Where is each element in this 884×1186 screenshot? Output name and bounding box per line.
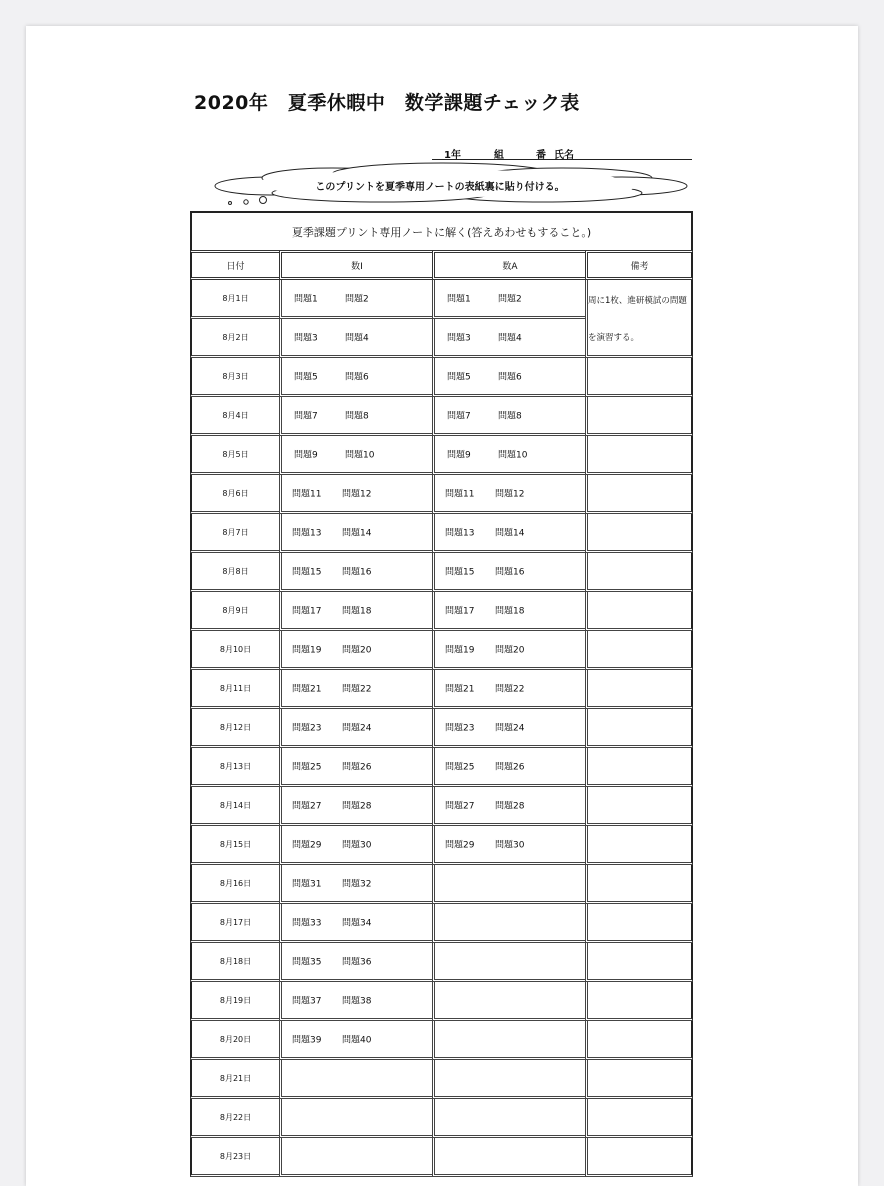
problem-label: 問題20 bbox=[342, 645, 372, 656]
remarks-cell bbox=[585, 358, 693, 397]
date-cell: 8月4日 bbox=[190, 397, 279, 436]
math1-cell bbox=[279, 319, 432, 358]
problem-label: 問題17 bbox=[445, 606, 475, 617]
date-cell: 8月9日 bbox=[190, 592, 279, 631]
matha-cell bbox=[432, 514, 585, 553]
math1-cell bbox=[279, 865, 432, 904]
page-title: 2020年 夏季休暇中 数学課題チェック表 bbox=[194, 92, 580, 114]
date-cell: 8月19日 bbox=[190, 982, 279, 1021]
remarks-cell bbox=[585, 943, 693, 982]
matha-cell bbox=[432, 904, 585, 943]
table-row bbox=[190, 670, 693, 709]
column-header-matha: 数A bbox=[432, 250, 585, 280]
problem-label: 問題30 bbox=[495, 840, 525, 851]
table-row bbox=[190, 709, 693, 748]
matha-cell bbox=[432, 1099, 585, 1138]
problem-label: 問題32 bbox=[342, 879, 372, 890]
table-row bbox=[190, 397, 693, 436]
date-cell: 8月10日 bbox=[190, 631, 279, 670]
math1-cell bbox=[279, 1021, 432, 1060]
date-cell: 8月5日 bbox=[190, 436, 279, 475]
problem-label: 問題23 bbox=[292, 723, 322, 734]
problem-label: 問題19 bbox=[445, 645, 475, 656]
matha-cell bbox=[432, 1021, 585, 1060]
table-row bbox=[190, 553, 693, 592]
problem-label: 問題18 bbox=[495, 606, 525, 617]
date-cell: 8月21日 bbox=[190, 1060, 279, 1099]
math1-cell bbox=[279, 982, 432, 1021]
math1-cell bbox=[279, 553, 432, 592]
remarks-cell bbox=[585, 670, 693, 709]
matha-cell bbox=[432, 280, 585, 319]
math1-cell bbox=[279, 1099, 432, 1138]
problem-label: 問題7 bbox=[447, 411, 471, 422]
problem-label: 問題22 bbox=[495, 684, 525, 695]
matha-cell bbox=[432, 670, 585, 709]
problem-label: 問題28 bbox=[342, 801, 372, 812]
problem-label: 問題6 bbox=[498, 372, 522, 383]
problem-label: 問題5 bbox=[447, 372, 471, 383]
number-label: 番 bbox=[536, 150, 546, 161]
table-row bbox=[190, 514, 693, 553]
matha-cell bbox=[432, 709, 585, 748]
problem-label: 問題2 bbox=[345, 294, 369, 305]
problem-label: 問題1 bbox=[447, 294, 471, 305]
problem-label: 問題10 bbox=[345, 450, 375, 461]
date-cell: 8月18日 bbox=[190, 943, 279, 982]
math1-cell bbox=[279, 1060, 432, 1099]
date-cell: 8月14日 bbox=[190, 787, 279, 826]
problem-label: 問題27 bbox=[292, 801, 322, 812]
remarks-cell bbox=[585, 904, 693, 943]
problem-label: 問題8 bbox=[345, 411, 369, 422]
date-cell: 8月16日 bbox=[190, 865, 279, 904]
remarks-cell bbox=[585, 826, 693, 865]
remarks-cell bbox=[585, 982, 693, 1021]
year-label: 1年 bbox=[444, 150, 461, 161]
table-row bbox=[190, 1099, 693, 1138]
matha-cell bbox=[432, 826, 585, 865]
problem-label: 問題20 bbox=[495, 645, 525, 656]
remarks-cell bbox=[585, 592, 693, 631]
cloud-note-text: このプリントを夏季専用ノートの表紙裏に貼り付ける。 bbox=[315, 182, 565, 193]
date-cell: 8月23日 bbox=[190, 1138, 279, 1177]
math1-cell bbox=[279, 592, 432, 631]
problem-label: 問題6 bbox=[345, 372, 369, 383]
matha-cell bbox=[432, 1060, 585, 1099]
matha-cell bbox=[432, 631, 585, 670]
remarks-cell bbox=[585, 1060, 693, 1099]
problem-label: 問題8 bbox=[498, 411, 522, 422]
remarks-cell bbox=[585, 436, 693, 475]
problem-label: 問題4 bbox=[345, 333, 369, 344]
date-cell: 8月13日 bbox=[190, 748, 279, 787]
problem-label: 問題11 bbox=[292, 489, 322, 500]
problem-label: 問題12 bbox=[342, 489, 372, 500]
matha-cell bbox=[432, 436, 585, 475]
matha-cell bbox=[432, 475, 585, 514]
table-row bbox=[190, 826, 693, 865]
problem-label: 問題27 bbox=[445, 801, 475, 812]
date-cell: 8月1日 bbox=[190, 280, 279, 319]
problem-label: 問題29 bbox=[445, 840, 475, 851]
problem-label: 問題25 bbox=[445, 762, 475, 773]
remarks-cell bbox=[585, 631, 693, 670]
problem-label: 問題40 bbox=[342, 1035, 372, 1046]
date-cell: 8月2日 bbox=[190, 319, 279, 358]
problem-label: 問題21 bbox=[445, 684, 475, 695]
table-row bbox=[190, 943, 693, 982]
math1-cell bbox=[279, 475, 432, 514]
problem-label: 問題11 bbox=[445, 489, 475, 500]
matha-cell bbox=[432, 982, 585, 1021]
class-label: 組 bbox=[494, 150, 504, 161]
math1-cell bbox=[279, 826, 432, 865]
date-cell: 8月6日 bbox=[190, 475, 279, 514]
math1-cell bbox=[279, 1138, 432, 1177]
problem-label: 問題3 bbox=[447, 333, 471, 344]
problem-label: 問題21 bbox=[292, 684, 322, 695]
matha-cell bbox=[432, 787, 585, 826]
problem-label: 問題26 bbox=[495, 762, 525, 773]
column-header-date: 日付 bbox=[190, 250, 279, 280]
problem-label: 問題39 bbox=[292, 1035, 322, 1046]
remarks-cell bbox=[585, 397, 693, 436]
table-row bbox=[190, 904, 693, 943]
math1-cell bbox=[279, 436, 432, 475]
problem-label: 問題24 bbox=[342, 723, 372, 734]
problem-label: 問題18 bbox=[342, 606, 372, 617]
table-row bbox=[190, 982, 693, 1021]
problem-label: 問題9 bbox=[294, 450, 318, 461]
math1-cell bbox=[279, 358, 432, 397]
problem-label: 問題14 bbox=[342, 528, 372, 539]
date-cell: 8月15日 bbox=[190, 826, 279, 865]
table-row bbox=[190, 358, 693, 397]
check-table bbox=[190, 211, 693, 1178]
remarks-cell bbox=[585, 280, 693, 319]
remarks-cell bbox=[585, 787, 693, 826]
math1-cell bbox=[279, 514, 432, 553]
column-header-math1: 数I bbox=[279, 250, 432, 280]
table-header: 夏季課題プリント専用ノートに解く(答えあわせもすること。) bbox=[190, 211, 693, 250]
problem-label: 問題33 bbox=[292, 918, 322, 929]
remarks-cell bbox=[585, 1099, 693, 1138]
math1-cell bbox=[279, 631, 432, 670]
table-row bbox=[190, 592, 693, 631]
problem-label: 問題13 bbox=[292, 528, 322, 539]
problem-label: 問題13 bbox=[445, 528, 475, 539]
problem-label: 問題15 bbox=[445, 567, 475, 578]
problem-label: 問題16 bbox=[342, 567, 372, 578]
math1-cell bbox=[279, 670, 432, 709]
problem-label: 問題36 bbox=[342, 957, 372, 968]
table-row bbox=[190, 1060, 693, 1099]
remarks-cell bbox=[585, 514, 693, 553]
problem-label: 問題10 bbox=[498, 450, 528, 461]
remarks-cell bbox=[585, 1021, 693, 1060]
date-cell: 8月3日 bbox=[190, 358, 279, 397]
table-row bbox=[190, 865, 693, 904]
matha-cell bbox=[432, 397, 585, 436]
problem-label: 問題5 bbox=[294, 372, 318, 383]
date-cell: 8月20日 bbox=[190, 1021, 279, 1060]
column-header-remarks: 備考 bbox=[585, 250, 693, 280]
math1-cell bbox=[279, 397, 432, 436]
date-cell: 8月17日 bbox=[190, 904, 279, 943]
problem-label: 問題38 bbox=[342, 996, 372, 1007]
table-row bbox=[190, 1138, 693, 1177]
matha-cell bbox=[432, 865, 585, 904]
problem-label: 問題28 bbox=[495, 801, 525, 812]
problem-label: 問題1 bbox=[294, 294, 318, 305]
table-row bbox=[190, 319, 693, 358]
problem-label: 問題15 bbox=[292, 567, 322, 578]
problem-label: 問題14 bbox=[495, 528, 525, 539]
problem-label: 問題7 bbox=[294, 411, 318, 422]
problem-label: 問題29 bbox=[292, 840, 322, 851]
problem-label: 問題4 bbox=[498, 333, 522, 344]
name-label: 氏名 bbox=[554, 150, 574, 161]
math1-cell bbox=[279, 904, 432, 943]
matha-cell bbox=[432, 319, 585, 358]
problem-label: 問題26 bbox=[342, 762, 372, 773]
problem-label: 問題34 bbox=[342, 918, 372, 929]
math1-cell bbox=[279, 943, 432, 982]
date-cell: 8月7日 bbox=[190, 514, 279, 553]
problem-label: 問題37 bbox=[292, 996, 322, 1007]
problem-label: 問題19 bbox=[292, 645, 322, 656]
table-row bbox=[190, 631, 693, 670]
table-row bbox=[190, 787, 693, 826]
math1-cell bbox=[279, 280, 432, 319]
problem-label: 問題17 bbox=[292, 606, 322, 617]
matha-cell bbox=[432, 748, 585, 787]
date-cell: 8月8日 bbox=[190, 553, 279, 592]
matha-cell bbox=[432, 592, 585, 631]
math1-cell bbox=[279, 748, 432, 787]
remark-text: 周に1枚、進研模試の問題 bbox=[588, 295, 687, 306]
problem-label: 問題9 bbox=[447, 450, 471, 461]
matha-cell bbox=[432, 1138, 585, 1177]
table-row bbox=[190, 748, 693, 787]
date-cell: 8月12日 bbox=[190, 709, 279, 748]
problem-label: 問題16 bbox=[495, 567, 525, 578]
remarks-cell bbox=[585, 709, 693, 748]
problem-label: 問題31 bbox=[292, 879, 322, 890]
date-cell: 8月11日 bbox=[190, 670, 279, 709]
problem-label: 問題3 bbox=[294, 333, 318, 344]
math1-cell bbox=[279, 787, 432, 826]
problem-label: 問題23 bbox=[445, 723, 475, 734]
problem-label: 問題25 bbox=[292, 762, 322, 773]
matha-cell bbox=[432, 553, 585, 592]
remarks-cell bbox=[585, 865, 693, 904]
student-name-line bbox=[432, 145, 692, 160]
matha-cell bbox=[432, 358, 585, 397]
remarks-cell bbox=[585, 553, 693, 592]
table-row bbox=[190, 436, 693, 475]
math1-cell bbox=[279, 709, 432, 748]
problem-label: 問題35 bbox=[292, 957, 322, 968]
problem-label: 問題12 bbox=[495, 489, 525, 500]
remarks-cell bbox=[585, 748, 693, 787]
remarks-cell bbox=[585, 1138, 693, 1177]
date-cell: 8月22日 bbox=[190, 1099, 279, 1138]
table-row bbox=[190, 1021, 693, 1060]
problem-label: 問題24 bbox=[495, 723, 525, 734]
problem-label: 問題30 bbox=[342, 840, 372, 851]
table-row bbox=[190, 475, 693, 514]
problem-label: 問題22 bbox=[342, 684, 372, 695]
matha-cell bbox=[432, 943, 585, 982]
table-row bbox=[190, 280, 693, 319]
problem-label: 問題2 bbox=[498, 294, 522, 305]
remark-text: を演習する。 bbox=[588, 333, 640, 343]
remarks-cell bbox=[585, 475, 693, 514]
remarks-cell bbox=[585, 319, 693, 358]
